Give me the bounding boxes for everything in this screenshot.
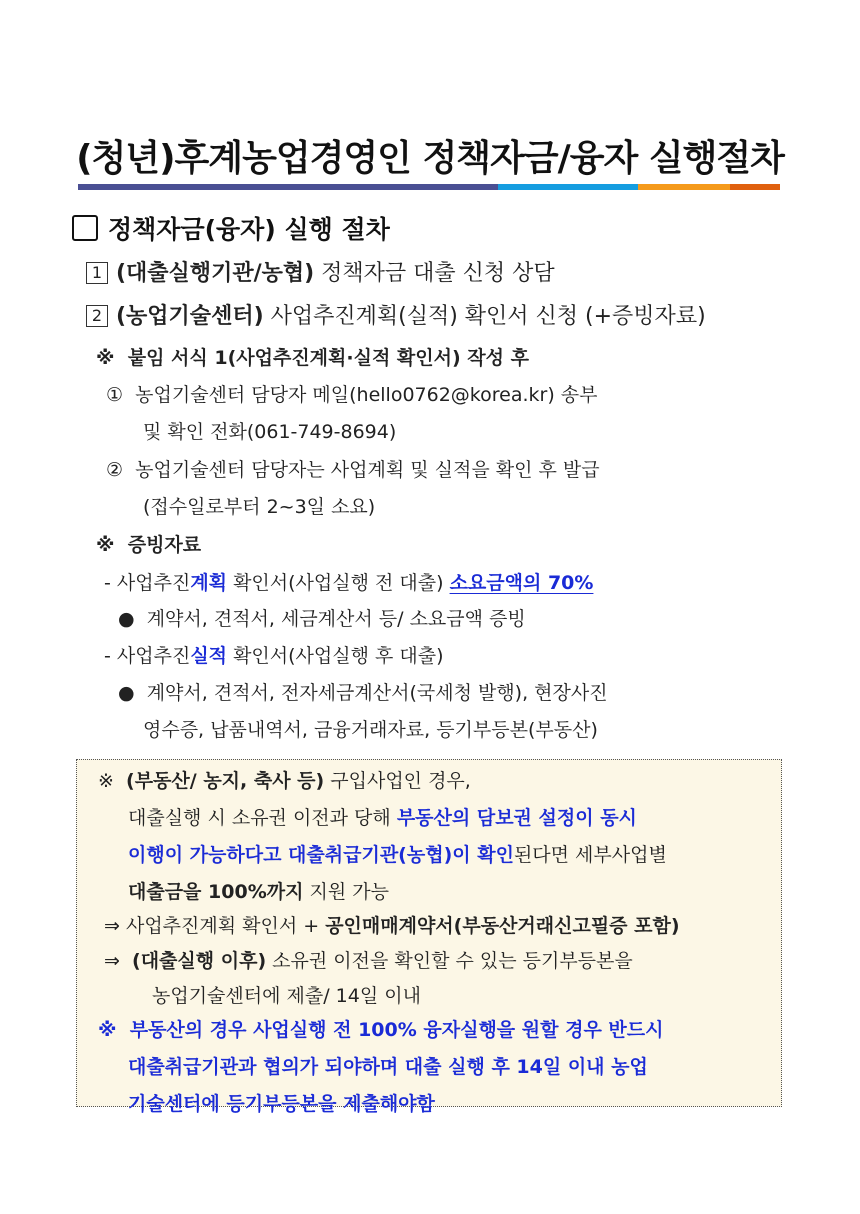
- note-box-p1-line1: [98, 766, 471, 793]
- note-box-p2-line3: 기술센터에 등기부등본을 제출해야함: [128, 1093, 435, 1115]
- step-number-box: 2: [86, 305, 108, 327]
- item-marker: ②: [106, 459, 124, 481]
- note-mark: ※: [96, 534, 115, 556]
- note-mark: ※: [96, 347, 115, 369]
- page-title: (청년)후계농업경영인 정책자금/융자 실행절차: [76, 138, 784, 179]
- note-box-p1-line3: [128, 840, 667, 867]
- implies-arrow-icon: ⇒: [104, 915, 120, 937]
- note-p1-line4-bold: 대출금을 100%까지: [128, 881, 304, 903]
- item-marker: ①: [106, 384, 124, 406]
- step-1-text: 정책자금 대출 신청 상담: [314, 261, 555, 286]
- form-item-1: [106, 380, 598, 407]
- evidence-result-bullet: [118, 678, 608, 705]
- evidence-plan-highlight: 계획: [190, 572, 228, 594]
- form-item-2-line2: (접수일로부터 2~3일 소요): [143, 496, 376, 518]
- bullet-icon: ●: [118, 608, 135, 630]
- step-2-agency: (농업기술센터): [116, 304, 264, 329]
- note-p1-bold: (부동산/ 농지, 축사 등): [126, 770, 325, 792]
- implies-arrow-icon: ⇒: [104, 950, 120, 972]
- rule-segment-cyan: [498, 184, 638, 190]
- note-p1-line2-blue: 부동산의 담보권 설정이 동시: [396, 807, 637, 829]
- step-2-text: 사업추진계획(실적) 확인서 신청 (+증빙자료): [263, 304, 706, 329]
- step-number-box: 1: [86, 262, 108, 284]
- note-p1-line3-rest: 된다면 세부사업별: [513, 844, 667, 866]
- step-2: [86, 299, 706, 330]
- note-box-arrow2: [104, 946, 633, 973]
- step-1-agency: (대출실행기관/농협): [116, 261, 315, 286]
- note-box-p1-line4: [128, 877, 389, 904]
- rule-segment-orange: [638, 184, 730, 190]
- arrow2-bold: (대출실행 이후): [132, 950, 267, 972]
- evidence-result-highlight: 실적: [190, 645, 228, 667]
- note-box-arrow1: [104, 911, 680, 938]
- evidence-result-bullet-line1: 계약서, 견적서, 전자세금계산서(국세청 발행), 현장사진: [146, 682, 608, 704]
- form-note: [96, 343, 529, 370]
- form-item-1-line2: 및 확인 전화(061-749-8694): [143, 421, 397, 443]
- evidence-plan-suffix: 확인서(사업실행 전 대출): [227, 572, 450, 594]
- note-p1-line4-rest: 지원 가능: [303, 881, 389, 903]
- step-1: [86, 256, 555, 287]
- evidence-plan-amount: 소요금액의 70%: [449, 572, 594, 594]
- evidence-plan-prefix: - 사업추진: [104, 572, 191, 594]
- arrow1-text: 사업추진계획 확인서 +: [119, 915, 326, 937]
- rule-segment-navy: [78, 184, 498, 190]
- evidence-result-bullet-line2: 영수증, 납품내역서, 금융거래자료, 등기부등본(부동산): [143, 719, 598, 741]
- form-item-2: [106, 455, 600, 482]
- note-box-arrow2-line2: 농업기술센터에 제출/ 14일 이내: [152, 985, 421, 1007]
- evidence-plan-bullet: [118, 604, 526, 631]
- arrow1-bold: 공인매매계약서(부동산거래신고필증 포함): [325, 915, 680, 937]
- note-p1-line3-blue: 이행이 가능하다고 대출취급기관(농협)이 확인: [128, 844, 514, 866]
- note-box-p1-line2: [128, 803, 637, 830]
- note-p1-line2-pre: 대출실행 시 소유권 이전과 당해: [128, 807, 397, 829]
- arrow2-text: 소유권 이전을 확인할 수 있는 등기부등본을: [266, 950, 633, 972]
- section-heading: [72, 210, 390, 246]
- form-item-2-line1: 농업기술센터 담당자는 사업계획 및 실적을 확인 후 발급: [135, 459, 600, 481]
- form-item-1-line1: 농업기술센터 담당자 메일(hello0762@korea.kr) 송부: [135, 384, 598, 406]
- evidence-plan-bullet-text: 계약서, 견적서, 세금계산서 등/ 소요금액 증빙: [146, 608, 526, 630]
- note-p2-line1: 부동산의 경우 사업실행 전 100% 융자실행을 원할 경우 반드시: [129, 1019, 664, 1041]
- note-mark: ※: [98, 770, 114, 792]
- bullet-icon: ●: [118, 682, 135, 704]
- title-rule: [78, 184, 780, 190]
- evidence-result-suffix: 확인서(사업실행 후 대출): [227, 645, 444, 667]
- evidence-result: [104, 641, 444, 668]
- note-box-p2-line2: 대출취급기관과 협의가 되야하며 대출 실행 후 14일 이내 농업: [128, 1056, 648, 1078]
- note-box-p2-line1: [98, 1015, 663, 1042]
- evidence-heading: [96, 530, 201, 557]
- rule-segment-red: [730, 184, 780, 190]
- section-heading-text: 정책자금(융자) 실행 절차: [108, 215, 390, 244]
- note-mark: ※: [98, 1019, 117, 1041]
- form-note-text: 붙임 서식 1(사업추진계획·실적 확인서) 작성 후: [127, 347, 529, 369]
- evidence-result-prefix: - 사업추진: [104, 645, 191, 667]
- evidence-plan: [104, 568, 593, 595]
- note-p1-line1-rest: 구입사업인 경우,: [324, 770, 471, 792]
- checkbox-icon: [72, 215, 98, 241]
- evidence-heading-text: 증빙자료: [127, 534, 202, 556]
